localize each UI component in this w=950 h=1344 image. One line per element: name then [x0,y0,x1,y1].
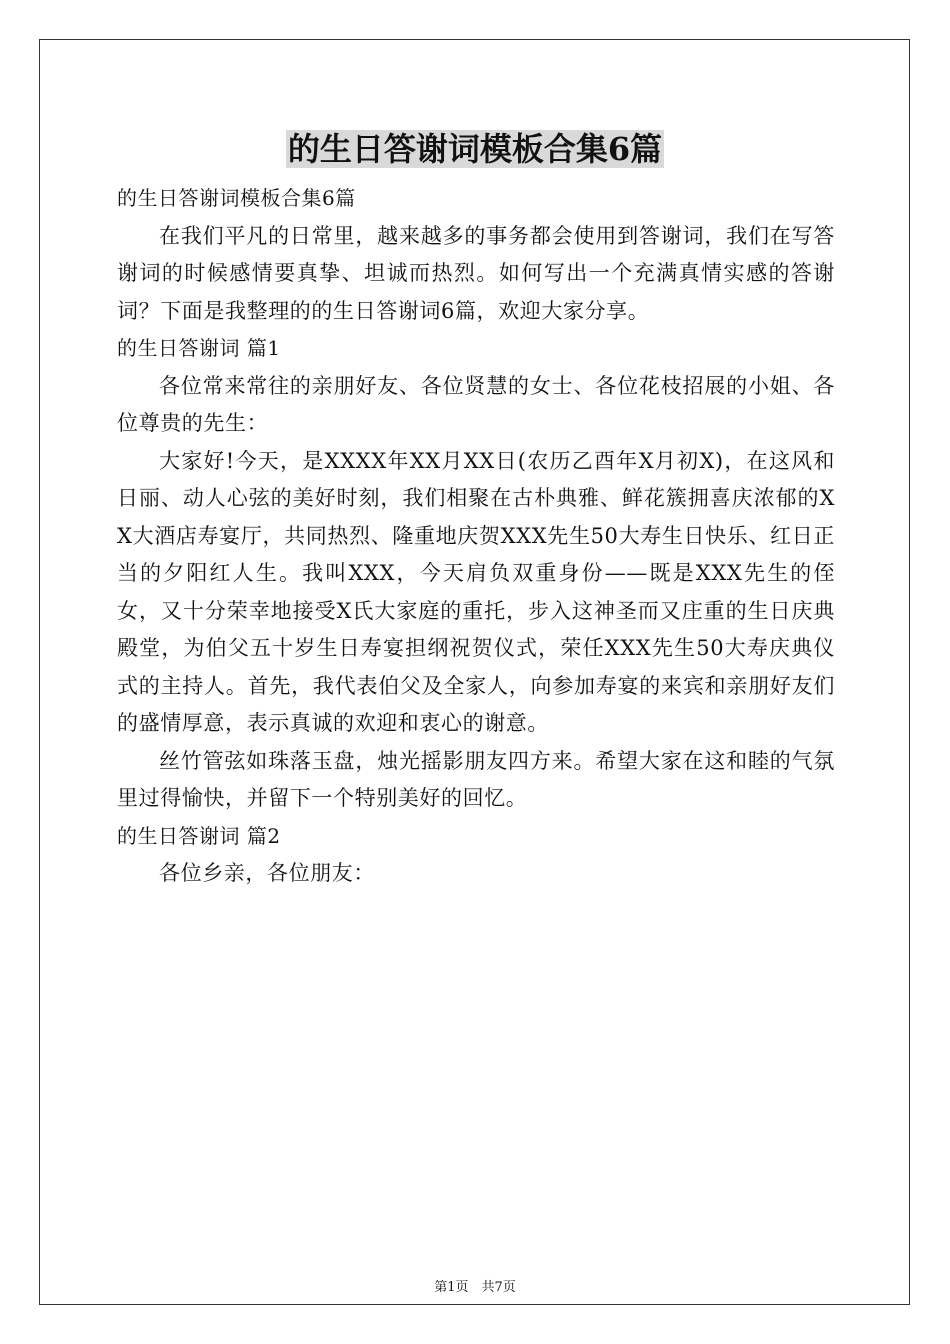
document-title [0,127,950,171]
document-body [117,180,835,893]
page-number: 第1页 共7页 [434,1280,516,1295]
section-2-paragraph-1: 各位乡亲，各位朋友： [159,861,375,885]
section-1-paragraph-3: 丝竹管弦如珠落玉盘，烛光摇影朋友四方来。希望大家在这和睦的气氛里过得愉快，并留下一个特别美好的回忆。 [117,748,835,810]
intro-paragraph: 在我们平凡的日常里，越来越多的事务都会使用到答谢词，我们在写答谢词的时候感情要真挚、坦诚而热烈。如何写出一个充满真情实感的答谢词？下面是我整理的的生日答谢词6篇，欢迎大家分享。 [117,223,835,323]
section-heading-1: 的生日答谢词 篇1 [117,336,281,360]
document-title-text: 的生日答谢词模板合集6篇 [287,130,663,168]
section-heading-2: 的生日答谢词 篇2 [117,823,281,848]
document-subtitle: 的生日答谢词模板合集6篇 [117,186,356,210]
section-1-paragraph-1: 各位常来常往的亲朋好友、各位贤慧的女士、各位花枝招展的小姐、各位尊贵的先生： [117,373,835,435]
page-footer [0,1280,950,1296]
section-1-paragraph-2: 大家好!今天，是XXXX年XX月XX日(农历乙酉年X月初X)，在这风和日丽、动人心弦的美好时刻，我们相聚在古朴典雅、鲜花簇拥喜庆浓郁的XX大酒店寿宴厅，共同热烈、隆重地庆贺XXX先生50大寿生日快乐、红日正当的夕阳红人生。我叫XXX，今天肩负双重身份——既是XXX先生的侄女，又十分荣幸地接受X氏大家庭的重托，步入这神圣而又庄重的生日庆典殿堂，为伯父五十岁生日寿宴担纲祝贺仪式，荣任XXX先生50大寿庆典仪式的主持人。首先，我代表伯父及全家人，向参加寿宴的来宾和亲朋好友们的盛情厚意，表示真诚的欢迎和衷心的谢意。 [117,448,835,735]
